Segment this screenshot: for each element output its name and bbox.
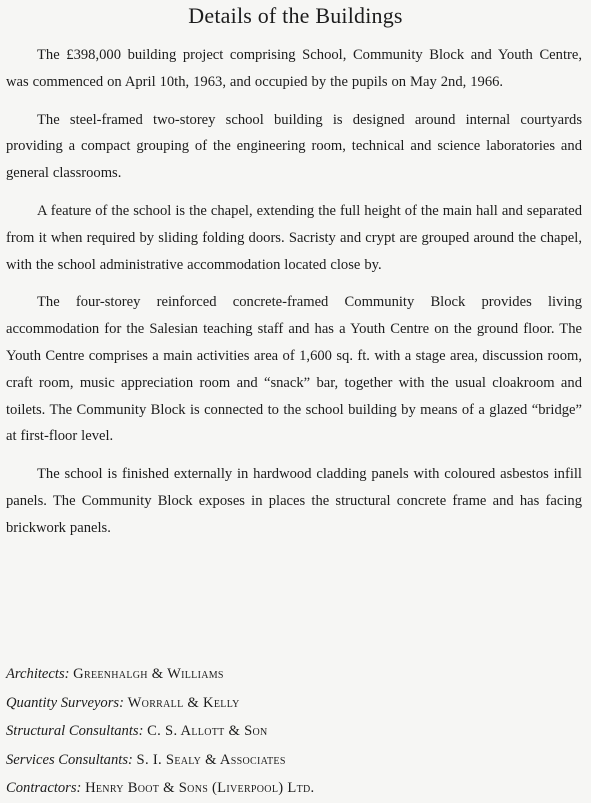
paragraph-school-building: The steel-framed two-storey school building is designed around internal courtyards providing a compact grouping of the engineering room, technical and science laboratories and general classrooms. <box>6 111 582 182</box>
paragraph-chapel: A feature of the school is the chapel, extending the full height of the main hall and separated from it when required by sliding folding doors. Sacristy and crypt are grouped around the chapel, with the school administrative accommodation located close by. <box>6 202 582 273</box>
credit-role: Architects: <box>6 666 70 682</box>
credits-list <box>6 660 566 803</box>
credit-firm: S. I. Sealy & Associates <box>136 751 286 768</box>
credit-role: Quantity Surveyors: <box>6 694 124 711</box>
credit-role: Services Consultants: <box>6 751 133 768</box>
credit-role: Structural Consultants: <box>6 723 144 739</box>
credit-firm: Greenhalgh & Williams <box>73 666 224 682</box>
credit-firm: Henry Boot & Sons (Liverpool) Ltd. <box>85 780 315 796</box>
paragraph-project-overview: The £398,000 building project comprising School, Community Block and Youth Centre, was commenced on April 10th, 1963, and occupied by the pupils on May 2nd, 1966. <box>6 47 582 90</box>
credit-architects <box>6 660 566 689</box>
body-text <box>6 42 582 553</box>
credit-services-consultants <box>6 746 566 775</box>
credit-firm: C. S. Allott & Son <box>147 723 268 739</box>
paragraph-community-block: The four-storey reinforced concrete-framed Community Block provides living accommodation for the Salesian teaching staff and has a Youth Centre on the ground floor. The Youth Centre comprises a main activities area of 1,600 sq. ft. with a stage area, discussion room, craft room, music appreciation room and “snack” bar, together with the usual cloakroom and toilets. The Community Block is connected to the school building by means of a glazed “bridge” at first-floor level. <box>6 294 582 445</box>
paragraph-finishes: The school is finished externally in hardwood cladding panels with coloured asbestos infill panels. The Community Block exposes in places the structural concrete frame and has facing brickwork panels. <box>6 466 582 536</box>
credit-quantity-surveyors <box>6 689 566 718</box>
credit-firm: Worrall & Kelly <box>127 694 240 711</box>
credit-contractors <box>6 774 566 803</box>
credit-structural-consultants <box>6 717 566 746</box>
page-title: Details of the Buildings <box>188 3 403 28</box>
credit-role: Contractors: <box>6 780 82 796</box>
